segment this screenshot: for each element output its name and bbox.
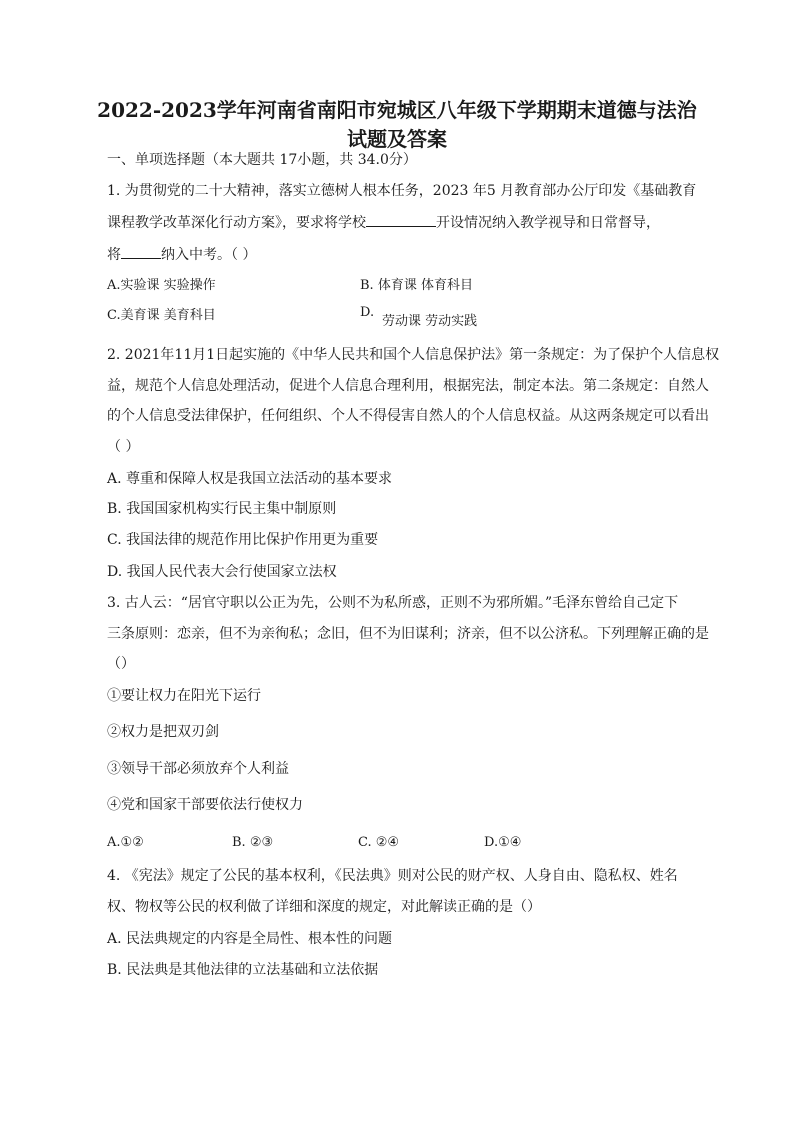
q1-line2-before-blank: 课程教学改革深化行动方案》，要求将学校 [107,215,366,231]
q4-option-a: A. 民法典规定的内容是全局性、根本性的问题 [107,931,393,947]
q3-line1: 3. 古人云：“居官守职以公正为先，公则不为私所惑，正则不为邪所媚。”毛泽东曾给自己定下 [107,595,679,611]
q1-line3-after-blank: 纳入中考。（ ） [161,247,257,263]
q3-line2: 三条原则：恋亲，但不为亲徇私；念旧，但不为旧谋利；济亲，但不以公济私。下列理解正确的是 [107,626,709,642]
q4-option-b: B. 民法典是其他法律的立法基础和立法依据 [107,962,379,978]
section-heading: 一、单项选择题（本大题共 17小题，共 34.0分） [107,152,417,168]
document-title-line1: 2022-2023学年河南省南阳市宛城区八年级下学期期末道德与法治 [97,98,697,122]
q1-line2-after-blank: 开设情况纳入教学视导和日常督导， [436,215,660,231]
q1-blank-1 [366,212,436,227]
q4-line1: 4. 《宪法》规定了公民的基本权利，《民法典》则对公民的财产权、人身自由、隐私权、姓名 [107,868,678,884]
q1-line2 [107,212,660,233]
q4-line2: 权、物权等公民的权利做了详细和深度的规定，对此解读正确的是（） [107,899,541,915]
q2-option-c: C. 我国法律的规范作用比保护作用更为重要 [107,532,379,548]
q1-line1: 1. 为贯彻党的二十大精神，落实立德树人根本任务，2023 年5 月教育部办公厅印发《基础教育 [107,183,697,199]
q3-option-d: D.①④ [484,835,522,850]
q1-option-c: C.美育课 美育科目 [107,308,216,323]
q2-line3: 的个人信息受法律保护，任何组织、个人不得侵害自然人的个人信息权益。从这两条规定可以看出 [107,408,709,424]
q3-option-c: C. ②④ [358,835,400,850]
q2-line4: （ ） [107,439,140,455]
q3-statement-2: ②权力是把双刃剑 [107,724,219,740]
q3-option-b: B. ②③ [232,835,274,850]
q3-line3: （） [107,656,135,672]
q1-line3 [107,244,256,265]
q3-option-a: A.①② [107,835,144,850]
q1-option-d-letter: D. [360,305,375,320]
q1-option-b: B. 体育课 体育科目 [360,278,473,293]
q2-line2: 益，规范个人信息处理活动，促进个人信息合理利用，根据宪法，制定本法。第二条规定：自然人 [107,378,709,394]
q1-option-d-text: 劳动课 劳动实践 [382,314,478,329]
q1-line3-before-blank: 将 [107,247,121,263]
q3-statement-4: ④党和国家干部要依法行使权力 [107,797,303,813]
q1-blank-2 [121,244,161,259]
q2-option-b: B. 我国国家机构实行民主集中制原则 [107,501,337,517]
q2-option-a: A. 尊重和保障人权是我国立法活动的基本要求 [107,471,393,487]
q2-option-d: D. 我国人民代表大会行使国家立法权 [107,564,337,580]
q3-statement-3: ③领导干部必须放弃个人利益 [107,761,289,777]
q2-line1: 2. 2021年11月1日起实施的《中华人民共和国个人信息保护法》第一条规定：为了保护个人信息权 [107,347,720,363]
q3-statement-1: ①要让权力在阳光下运行 [107,688,261,704]
q1-option-a: A.实验课 实验操作 [107,278,216,293]
document-title-line2: 试题及答案 [347,127,447,151]
